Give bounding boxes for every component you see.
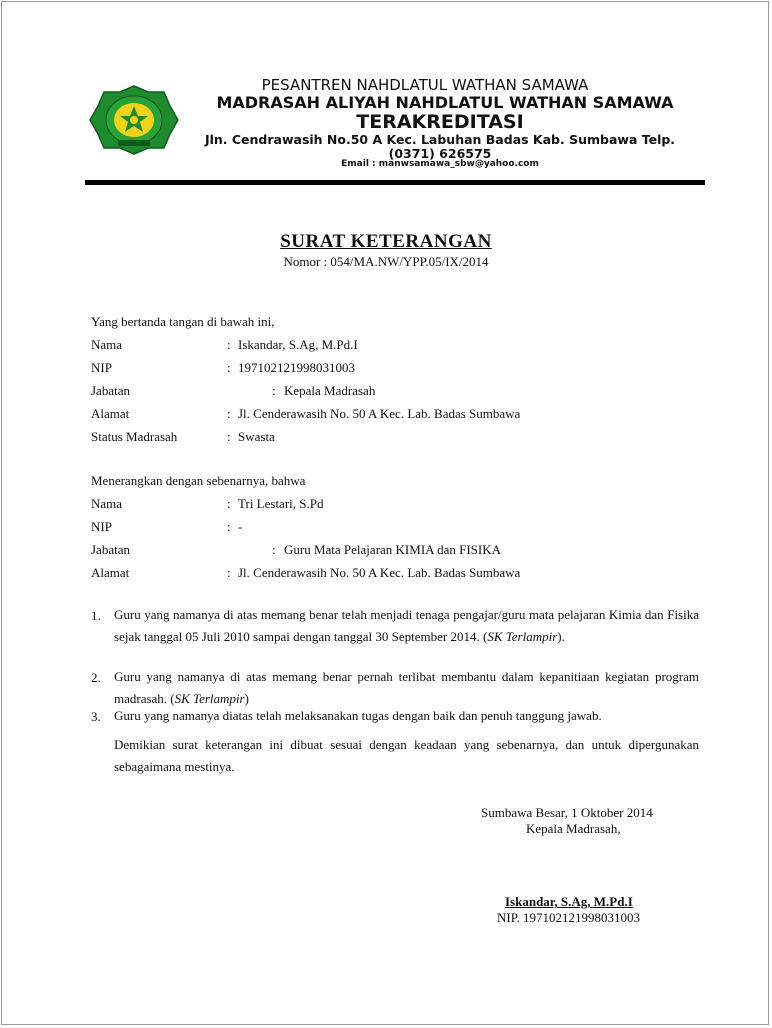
- subject-name-value: Tri Lestari, S.Pd: [238, 496, 324, 511]
- subject-position-label: Jabatan: [91, 542, 130, 557]
- point-3-text: Guru yang namanya diatas telah melaksanakan tugas dengan baik dan penuh tanggung jawab.: [114, 708, 602, 723]
- subject-nip-colon: :: [227, 519, 231, 534]
- letterhead-phone: (0371) 626575: [388, 146, 492, 161]
- signer-address-label: Alamat: [91, 406, 130, 421]
- letterhead-pesantren: PESANTREN NAHDLATUL WATHAN SAMAWA: [261, 76, 589, 94]
- subject-address-value: Jl. Cenderawasih No. 50 A Kec. Lab. Badas Sumbawa: [238, 565, 521, 580]
- signer-name-value: Iskandar, S.Ag, M.Pd.I: [238, 337, 358, 352]
- signer-name-colon: :: [227, 337, 231, 352]
- point-2-number: 2.: [91, 670, 101, 685]
- point-2-text: Guru yang namanya di atas memang benar pernah terlibat membantu dalam kepanitiaan kegiatan program madrasah. (SK Terlampir): [114, 669, 699, 706]
- signature-nip: NIP. 197102121998031003: [497, 910, 641, 925]
- letterhead-email: Email : manwsamawa_sbw@yahoo.com: [341, 159, 539, 169]
- signer-nip-value: 197102121998031003: [238, 360, 355, 375]
- signer-address-colon: :: [227, 406, 231, 421]
- signer-status-colon: :: [227, 429, 231, 444]
- signer-nip-label: NIP: [91, 360, 112, 375]
- signer-status-label: Status Madrasah: [91, 429, 178, 444]
- signature-role: Kepala Madrasah,: [526, 821, 621, 836]
- point-3-number: 3.: [91, 709, 101, 724]
- signature-place-date: Sumbawa Besar, 1 Oktober 2014: [481, 805, 653, 820]
- letterhead-address: Jln. Cendrawasih No.50 A Kec. Labuhan Badas Kab. Sumbawa Telp.: [204, 132, 676, 147]
- subject-position-colon: :: [272, 542, 276, 557]
- point-1-number: 1.: [91, 608, 101, 623]
- subject-address-colon: :: [227, 565, 231, 580]
- signer-name-label: Nama: [91, 337, 123, 352]
- letterhead-madrasah: MADRASAH ALIYAH NAHDLATUL WATHAN SAMAWA: [216, 93, 674, 112]
- subject-nip-value: -: [238, 519, 243, 534]
- signer-position-value: Kepala Madrasah: [284, 383, 376, 398]
- letter-number: Nomor : 054/MA.NW/YPP.05/IX/2014: [283, 254, 489, 269]
- closing-text: Demikian surat keterangan ini dibuat sesuai dengan keadaan yang sebenarnya, dan untuk dipergunakan sebagaimana mestinya.: [114, 737, 699, 774]
- letterhead-accreditation: TERAKREDITASI: [356, 111, 524, 133]
- letterhead-divider: [85, 180, 705, 185]
- madrasah-logo: [88, 84, 180, 156]
- intro-text: Yang bertanda tangan di bawah ini,: [91, 314, 275, 329]
- signer-address-value: Jl. Cenderawasih No. 50 A Kec. Lab. Badas Sumbawa: [238, 406, 521, 421]
- signer-status-value: Swasta: [238, 429, 275, 444]
- letter-title: SURAT KETERANGAN: [280, 231, 492, 252]
- subject-nip-label: NIP: [91, 519, 112, 534]
- subject-name-label: Nama: [91, 496, 123, 511]
- subject-address-label: Alamat: [91, 565, 130, 580]
- statement-text: Menerangkan dengan sebenarnya, bahwa: [91, 473, 306, 488]
- subject-name-colon: :: [227, 496, 231, 511]
- signer-position-label: Jabatan: [91, 383, 130, 398]
- signer-position-colon: :: [272, 383, 276, 398]
- subject-position-value: Guru Mata Pelajaran KIMIA dan FISIKA: [284, 542, 501, 557]
- point-1-text: Guru yang namanya di atas memang benar telah menjadi tenaga pengajar/guru mata pelajaran Kimia dan Fisika sejak tanggal 05 Juli 2010 sampai dengan tanggal 30 September 2014. (SK Terlampir).: [114, 607, 699, 644]
- signer-nip-colon: :: [227, 360, 231, 375]
- signature-name: Iskandar, S.Ag, M.Pd.I: [505, 894, 633, 909]
